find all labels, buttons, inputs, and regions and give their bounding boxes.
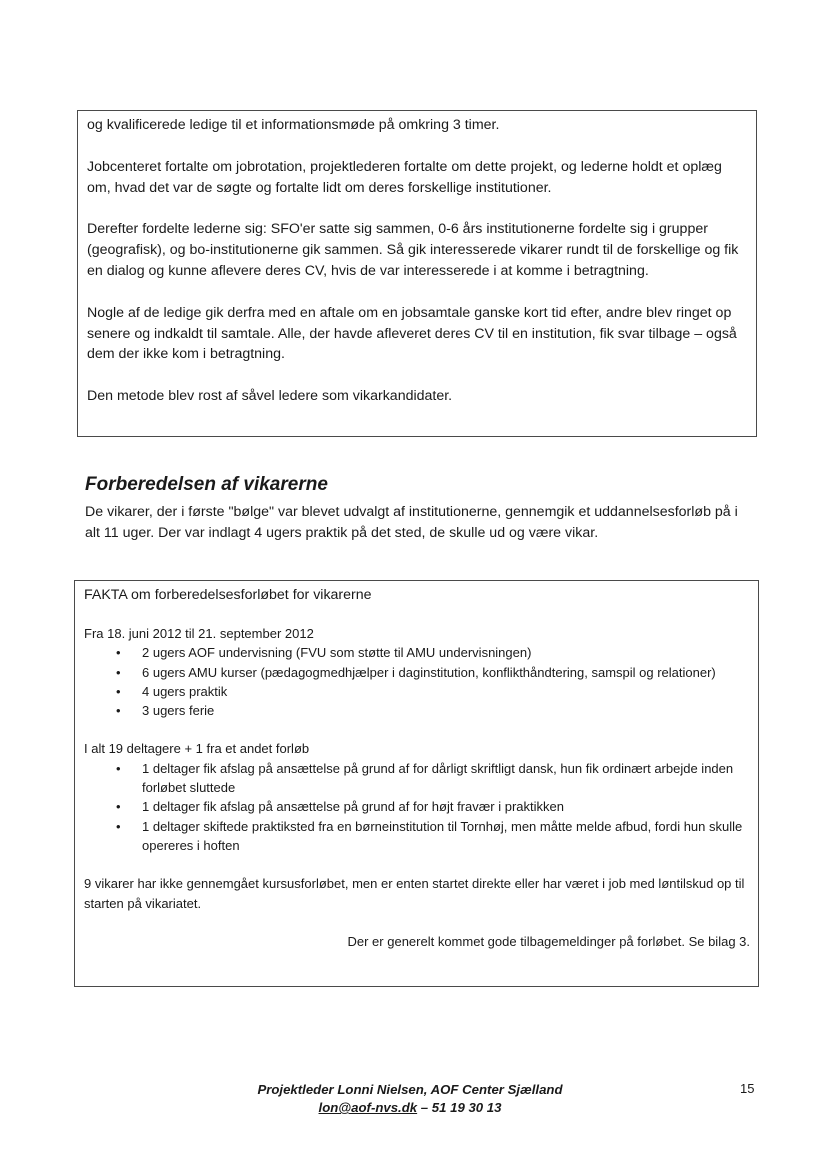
bullet-icon: •	[116, 703, 121, 719]
box1-paragraph-3: Derefter fordelte lederne sig: SFO'er satte sig sammen, 0-6 års institutionerne fordelte sig i grupper (geografisk), og bo-institutionerne gik sammen. Så gik interesserede vikarer rundt til de forskellige og fik en dialog og kunne aflevere deres CV, hvis de var interesserede i at komme i betragtning.	[87, 221, 739, 279]
box1-paragraph-4: Nogle af de ledige gik derfra med en aftale om en jobsamtale ganske kort tid efter, andre blev ringet op senere og indkaldt til samtale. Alle, der havde afleveret deres CV til en institution, fik svar tilbage – også dem der ikke kom i betragtning.	[87, 304, 737, 363]
participants-line: I alt 19 deltagere + 1 fra et andet forløb	[84, 741, 310, 757]
list-item: • 2 ugers AOF undervisning (FVU som støtte til AMU undervisningen)	[84, 643, 750, 662]
fakta-box	[74, 580, 759, 987]
bullet-icon: •	[116, 818, 121, 834]
list-item: • 1 deltager fik afslag på ansættelse på grund af for højt fravær i praktikken	[84, 797, 750, 816]
bullet-icon: •	[116, 799, 121, 815]
list-item: • 4 ugers praktik	[84, 682, 750, 701]
fakta-title: FAKTA om forberedelsesforløbet for vikarerne	[84, 587, 372, 603]
participant-list	[84, 759, 750, 855]
section-heading: Forberedelsen af vikarerne	[85, 474, 328, 495]
list-item: • 1 deltager skiftede praktiksted fra en børneinstitution til Tornhøj, men måtte melde afbud, fordi hun skulle opereres i hoften	[116, 818, 743, 853]
footer-email-link[interactable]: lon@aof-nvs.dk	[318, 1100, 418, 1115]
course-list	[84, 643, 750, 720]
page-footer	[160, 1081, 660, 1117]
bullet-icon: •	[116, 664, 121, 680]
list-item: • 6 ugers AMU kurser (pædagogmedhjælper i daginstitution, konflikthåndtering, samspil og relationer)	[84, 663, 750, 682]
info-meeting-box	[77, 110, 757, 437]
box1-paragraph-5: Den metode blev rost af såvel ledere som vikarkandidater.	[87, 388, 453, 405]
box1-paragraph-2: Jobcenteret fortalte om jobrotation, projektlederen fortalte om dette projekt, og lederne holdt et oplæg om, hvad det var de søgte og fortalte lidt om deres forskellige institutioner.	[87, 158, 722, 196]
footer-author: Projektleder Lonni Nielsen, AOF Center Sjælland	[257, 1082, 563, 1097]
bullet-icon: •	[116, 760, 121, 776]
fakta-date-line: Fra 18. juni 2012 til 21. september 2012	[84, 626, 314, 641]
page-number: 15	[740, 1081, 755, 1096]
footer-contact	[160, 1099, 660, 1117]
section-intro: De vikarer, der i første "bølge" var blevet udvalgt af institutionerne, gennemgik et uddannelsesforløb på i alt 11 uger. Der var indlagt 4 ugers praktik på det sted, de skulle ud og være vikar.	[85, 504, 738, 541]
bullet-icon: •	[116, 683, 121, 699]
fakta-note: 9 vikarer har ikke gennemgået kursusforløbet, men er enten startet direkte eller har været i job med løntilskud op til starten på vikariatet.	[84, 876, 745, 911]
list-item: • 3 ugers ferie	[84, 701, 750, 720]
footer-phone: – 51 19 30 13	[417, 1100, 502, 1115]
box1-paragraph-1: og kvalificerede ledige til et informationsmøde på omkring 3 timer.	[87, 117, 500, 133]
fakta-closing: Der er generelt kommet gode tilbagemeldinger på forløbet. Se bilag 3.	[347, 933, 750, 949]
bullet-icon: •	[116, 645, 121, 661]
list-item: • 1 deltager fik afslag på ansættelse på grund af for dårligt skriftligt dansk, hun fik ordinært arbejde inden forløbet sluttede	[116, 760, 734, 796]
